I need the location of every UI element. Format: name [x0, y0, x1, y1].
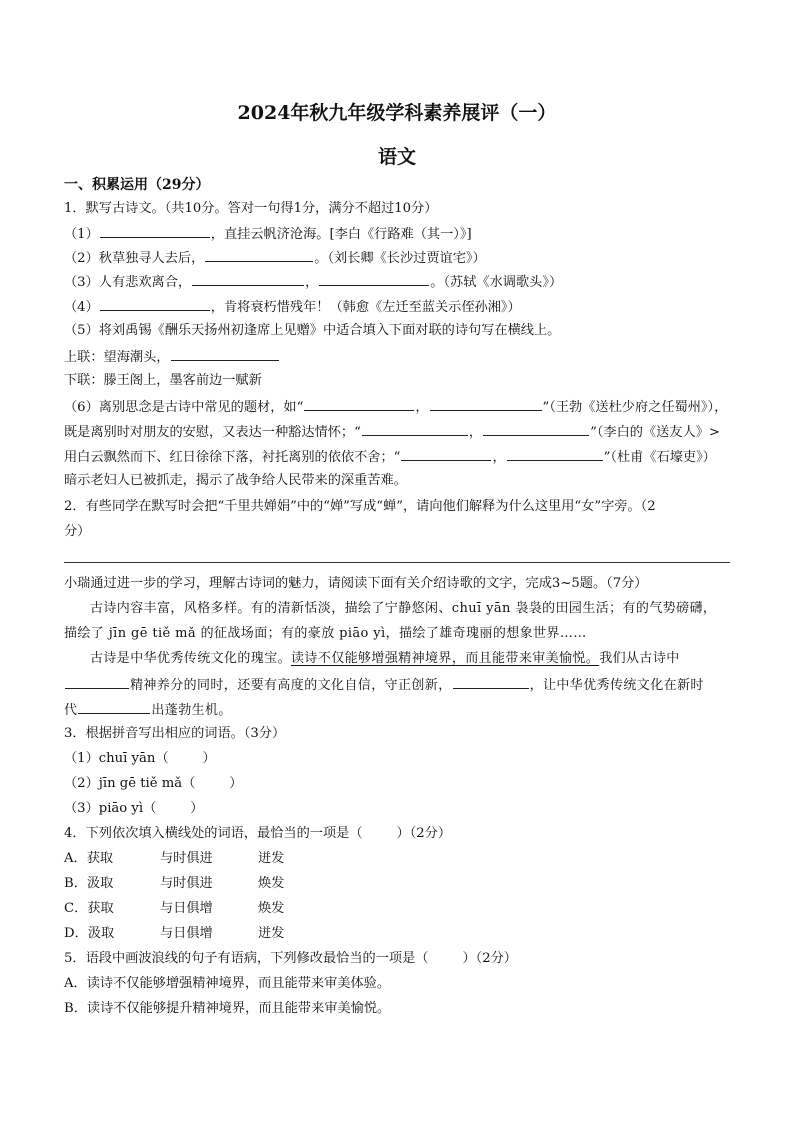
q1-3-blank-a[interactable]: [192, 272, 304, 286]
q3-1-label: （1）chuī yān（: [64, 751, 169, 766]
q1-6c-prefix: 用白云飘然而下、红日徐徐下落，衬托离别的依依不舍；“: [64, 450, 401, 465]
q1-6b-mid: ，: [468, 425, 483, 440]
q4-a-3: 迸发: [258, 851, 285, 866]
q1-6a-suffix: ”（王勃《送杜少府之任蜀州》），: [542, 400, 728, 415]
q1-3-mid: ，: [305, 275, 319, 290]
q1-item-3: [64, 272, 562, 292]
q3-item-3: [64, 800, 203, 818]
section-heading: 一、积累运用（29分）: [64, 177, 210, 193]
q1-6b-suffix: ”（李白的《送友人》>: [590, 425, 720, 440]
q1-6c-suffix: ”（杜甫《石壕吏》）: [603, 450, 716, 465]
passage-p2-f: 出蓬勃生机。: [151, 703, 232, 718]
q1-6b-blank-2[interactable]: [483, 422, 589, 436]
q4-a-2: 与时俱进: [160, 851, 213, 866]
page-title: 2024年秋九年级学科素养展评（一）: [237, 102, 557, 124]
q4-a-1: A．获取: [64, 851, 114, 866]
q4-b-1: B．汲取: [64, 876, 114, 891]
q3-stem: 3．根据拼音写出相应的词语。（3分）: [64, 726, 286, 741]
q4-b-3: 焕发: [258, 876, 285, 891]
q1-item-6-line3: [64, 447, 716, 467]
q1-item-1: [64, 224, 472, 244]
passage-p2-e: 代: [64, 703, 78, 718]
q1-item-6-line4: 暗示老妇人已被抓走，揭示了战争给人民带来的深重苦难。: [64, 473, 407, 488]
q5-stem-pre: 5．语段中画波浪线的句子有语病，下列修改最恰当的一项是（: [64, 951, 429, 966]
q3-3-close: ）: [190, 801, 204, 816]
q1-4-suffix: ，肯将衰朽惜残年！（韩愈《左迁至蓝关示侄孙湘》）: [210, 300, 521, 315]
q1-1-blank[interactable]: [100, 224, 210, 238]
q2-stem-line1: 2．有些同学在默写时会把“千里共婵娟”中的“婵”写成“蝉”，请向他们解释为什么这里用“女”字旁。（2: [64, 499, 656, 514]
q1-4-prefix: （4）: [64, 300, 99, 315]
passage-p1-line1: 古诗内容丰富，风格多样。有的清新恬淡，描绘了宁静悠闲、chuī yān 袅袅的田园生活；有的气势磅礴，: [90, 601, 717, 616]
q4-d-1: D．汲取: [64, 926, 115, 941]
q1-6c-mid: ，: [492, 450, 506, 465]
q2-answer-line[interactable]: [64, 562, 730, 563]
q1-6b-blank-1[interactable]: [362, 422, 468, 436]
passage-blank-3[interactable]: [78, 700, 150, 714]
q1-6b-prefix: 既是离别时对朋友的安慰，又表达一种豁达情怀；“: [64, 425, 361, 440]
q1-6c-blank-2[interactable]: [507, 447, 603, 461]
q1-item-2: [64, 248, 486, 268]
q3-1-close: ）: [202, 751, 216, 766]
q1-item-4: [64, 297, 521, 317]
q1-6c-blank-1[interactable]: [401, 447, 491, 461]
q4-stem-pre: 4．下列依次填入横线处的词语，最恰当的一项是（: [64, 826, 363, 841]
q1-2-blank[interactable]: [205, 248, 313, 262]
q1-2-prefix: （2）秋草独寻人去后，: [64, 251, 205, 266]
reading-intro: 小瑞通过进一步的学习，理解古诗词的魅力，请阅读下面有关介绍诗歌的文字，完成3~5题。（7分）: [64, 576, 648, 591]
q4-stem: [64, 825, 451, 843]
q3-item-1: [64, 750, 216, 768]
passage-p2-c: 精神养分的同时，还要有高度的文化自信，守正创新，: [130, 678, 452, 693]
q1-2-suffix: 。（刘长卿《长沙过贾谊宅》）: [314, 251, 486, 266]
q1-3-blank-b[interactable]: [319, 272, 429, 286]
q1-stem: 1．默写古诗文。（共10分。答对一句得1分，满分不超过10分）: [64, 201, 438, 216]
q3-3-label: （3）piāo yì（: [64, 801, 157, 816]
subject-title: 语文: [377, 146, 416, 168]
couplet-lower: 下联：滕王阁上，墨客前边一赋新: [64, 373, 262, 388]
q4-option-c[interactable]: [64, 900, 284, 918]
q1-item-6-line2: [64, 422, 720, 442]
q4-option-b[interactable]: [64, 875, 284, 893]
q1-6a-prefix: （6）离别思念是古诗中常见的题材，如“: [64, 400, 304, 415]
q5-option-a[interactable]: A．读诗不仅能够增强精神境界，而且能带来审美体验。: [64, 976, 391, 991]
q4-d-3: 迸发: [258, 926, 285, 941]
q1-6a-mid: ，: [415, 400, 429, 415]
passage-p2-line3: [64, 700, 232, 720]
q4-c-1: C．获取: [64, 901, 114, 916]
q4-c-3: 焕发: [258, 901, 285, 916]
q1-item-5: （5）将刘禹锡《酬乐天扬州初逢席上见赠》中适合填入下面对联的诗句写在横线上。: [64, 323, 561, 338]
passage-p2-b: 我们从古诗中: [599, 651, 680, 666]
q4-c-2: 与日俱增: [160, 901, 213, 916]
couplet-upper: [64, 347, 280, 367]
q3-item-2: [64, 775, 242, 793]
passage-blank-1[interactable]: [65, 675, 129, 689]
q1-item-6-line1: [64, 397, 727, 417]
q5-stem-post: ）（2分）: [462, 951, 517, 966]
q1-3-suffix: 。（苏轼《水调歌头》）: [430, 275, 563, 290]
q3-2-close: ）: [229, 776, 243, 791]
q1-1-suffix: ，直挂云帆济沧海。[李白《行路难（其一）》]: [210, 227, 472, 242]
passage-p1-line2: 描绘了 jīn gē tiě mǎ 的征战场面；有的豪放 piāo yì，描绘了雄奇瑰丽的想象世界……: [64, 626, 587, 641]
q3-2-label: （2）jīn gē tiě mǎ（: [64, 776, 196, 791]
wavy-underlined-sentence: 读诗不仅能够增强精神境界，而且能带来审美愉悦。: [291, 651, 600, 666]
q5-stem: [64, 950, 517, 968]
q4-option-a[interactable]: [64, 850, 284, 868]
couplet-blank[interactable]: [171, 347, 279, 361]
q4-option-d[interactable]: [64, 925, 284, 943]
q4-b-2: 与时俱进: [160, 876, 213, 891]
passage-blank-2[interactable]: [453, 675, 529, 689]
passage-p2-line1: [90, 650, 680, 668]
q1-6a-blank-2[interactable]: [430, 397, 542, 411]
q1-1-prefix: （1）: [64, 227, 99, 242]
q1-4-blank[interactable]: [100, 297, 210, 311]
q1-6a-blank-1[interactable]: [304, 397, 414, 411]
passage-p2-d: ，让中华优秀传统文化在新时: [529, 678, 704, 693]
passage-p2-line2: [64, 675, 704, 695]
passage-p2-a: 古诗是中华优秀传统文化的瑰宝。: [90, 651, 292, 666]
q4-d-2: 与日俱增: [160, 926, 213, 941]
q4-stem-post: ）（2分）: [396, 826, 452, 841]
q5-option-b[interactable]: B．读诗不仅能够提升精神境界，而且能带来审美愉悦。: [64, 1001, 391, 1016]
couplet-upper-text: 上联：望海潮头，: [64, 350, 170, 365]
q1-3-prefix: （3）人有悲欢离合，: [64, 275, 192, 290]
q2-stem-line2: 分）: [64, 524, 91, 539]
